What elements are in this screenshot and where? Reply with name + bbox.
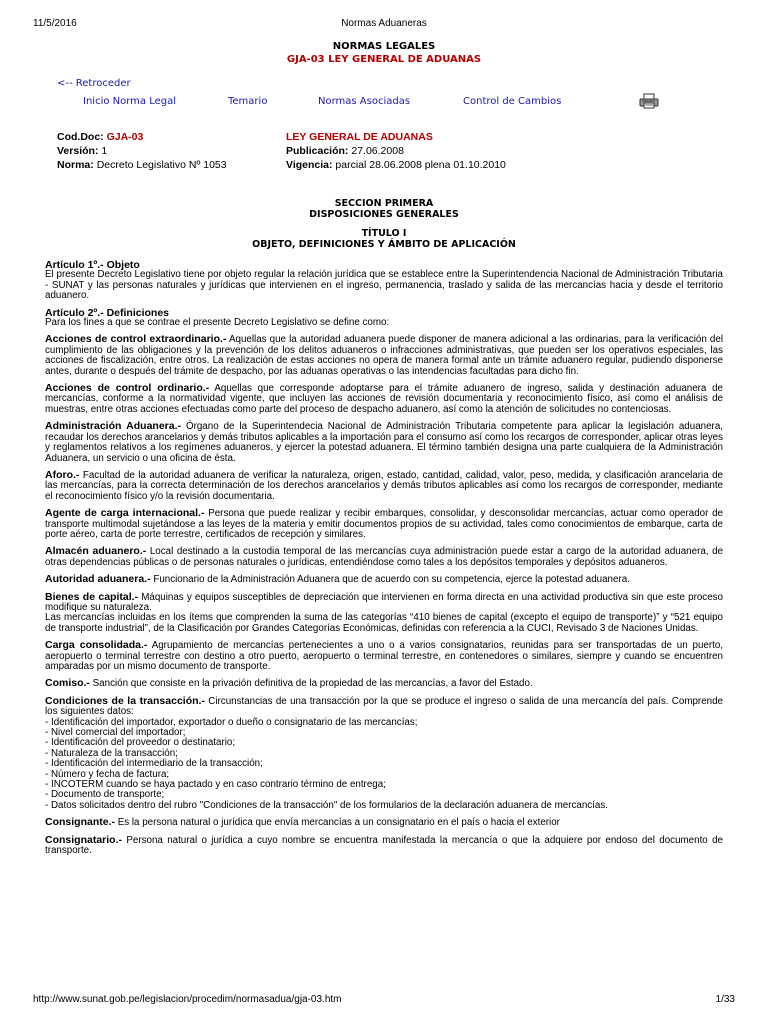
definition-term: Acciones de control extraordinario.- [45,333,227,346]
definition-text: Persona que puede realizar y recibir embarques, consolidar, y desconsolidar mercancías, actuar como operador de transporte multimodal sujetándose a las leyes de la materia y emitir documentos propios de su actividad, tales como conocimientos de embarque, carta de porte aéreo, carta de porte terrestre, certificados de recepción y similares. [45,508,723,540]
coddoc-label: Cod.Doc: [57,131,104,143]
definition-item [45,574,723,585]
publicacion-value: 27.06.2008 [351,145,404,157]
definition-item [45,334,723,377]
definition-text: Local destinado a la custodia temporal de las mercancías cuya administración puede estar a cargo de la autoridad aduanera, de otras dependencias públicas o de personas naturales o jurídicas, entendiéndose como tales a los depósitos temporales y depósitos aduaneros. [45,546,723,568]
article-heading: Artículo 2º.- Definiciones [45,306,170,319]
section-heading [45,198,723,220]
definition-text: Órgano de la Superintendecia Nacional de Administración Tributaria competente para aplicar la legislación aduanera, recaudar los derechos arancelarios y demás tributos aplicables a la importación para el consumo así como los recargos de corresponder, aplicar otras leyes y reglamentos relativos a los regímenes aduaneros, y ejercer la potestad aduanera. El término también designa una parte cualquiera de la Administración Aduanera, un servicio o una oficina de ésta. [45,421,723,464]
document-meta [57,130,717,172]
definition-item [45,421,723,464]
definition-item [45,383,723,415]
definition-item [45,546,723,568]
nav-link-control-cambios[interactable]: Control de Cambios [463,96,562,107]
definition-item [45,678,723,689]
definition-text: Circunstancias de una transacción por la que se produce el ingreso o salida de una mercancía del país. Comprende los siguientes datos: - Identificación del importador, exportador o dueño o consignatario de las mercancías; - Nivel comercial del importador; - Identificación del proveedor o destinatario; - Naturaleza de la transacción; - Identificación del intermediario de la transacción; - Número y fecha de factura; - INCOTERM cuando se haya pactado y en caso contrario término de entrega; - Documento de transporte; - Datos solicitados dentro del rubro "Condiciones de la transacción" de los formularios de la declaración aduanera de mercancías. [45,695,723,811]
definition-text: Sanción que consiste en la privación definitiva de la propiedad de las mercancías, a favor del Estado. [89,678,533,690]
definition-text: Aquellas que la autoridad aduanera puede disponer de manera adicional a las ordinarias, para la verificación del cumplimiento de las obligaciones y la prevención de los delitos aduaneros o infracciones administrativas, que pueden ser los operativos especiales, las acciones de fiscalización, entre otros. La realización de estas acciones no opera de manera formal ante un trámite aduanero regular, pudiendo disponerse antes, durante o después del trámite de despacho, por las aduanas operativas o las intendencias facultadas para dicho fin. [45,334,723,377]
article-2 [45,308,723,329]
definition-term: Consignatario.- [45,833,123,846]
definition-term: Autoridad aduanera.- [45,573,151,586]
article-text: Para los fines a que se contrae el presente Decreto Legislativo se define como: [45,317,390,329]
coddoc-value: GJA-03 [106,131,144,143]
definition-text: Facultad de la autoridad aduanera de verificar la naturaleza, origen, estado, cantidad, calidad, valor, peso, medida, y clasificación arancelaria de las mercancías, para la correcta determinación de los derechos arancelarios y demás tributos aplicables así como los recargos de corresponder, mediante el reconocimiento físico y/o la revisión documentaria. [45,469,723,502]
nav-link-temario[interactable]: Temario [228,96,268,107]
definition-item [45,817,723,828]
section-title: SECCION PRIMERA [334,198,434,209]
definition-text: Aquellas que corresponde adoptarse para el trámite aduanero de ingreso, salida y destinación aduanera de mercancías, conforme a la normatividad vigente, que incluyen las acciones de revisión documentaria y reconocimiento físico, así como el análisis de muestras, entre otras acciones efectuadas como parte del proceso de despacho aduanero, así como la atención de solicitudes no contenciosas. [45,383,723,415]
definition-term: Bienes de capital.- [45,590,139,603]
print-header [33,18,735,32]
definition-term: Carga consolidada.- [45,639,148,652]
heading-ley-general: GJA-03 LEY GENERAL DE ADUANAS [286,54,482,65]
definition-text: Es la persona natural o jurídica que envía mercancías a un consignatario en el país o hacia el exterior [115,817,560,829]
print-footer [33,994,735,1008]
nav-link-inicio[interactable]: Inicio Norma Legal [83,96,177,107]
definition-term: Aforo.- [45,468,80,481]
definition-term: Agente de carga internacional.- [45,507,205,520]
doc-title: LEY GENERAL DE ADUANAS [286,131,433,143]
version-label: Versión: [57,145,99,157]
norma-value: Decreto Legislativo Nº 1053 [96,159,227,171]
titulo-title: OBJETO, DEFINICIONES Y ÁMBITO DE APLICACIÓN [252,239,516,250]
document-content [45,40,723,857]
printer-icon[interactable] [639,93,659,109]
definition-item [45,470,723,502]
article-1 [45,260,723,302]
definition-term: Condiciones de la transacción.- [45,694,205,707]
publicacion-label: Publicación: [286,145,349,157]
vigencia-value: parcial 28.06.2008 plena 01.10.2010 [335,159,506,171]
heading-normas-legales: NORMAS LEGALES [332,41,436,52]
titulo-heading [45,228,723,250]
definition-text: Persona natural o jurídica a cuyo nombre se encuentra manifestada la mercancía o que la adquiere por endoso del documento de transporte. [45,834,723,857]
print-title: Normas Aduaneras [341,18,427,29]
print-page-number: 1/33 [715,994,735,1005]
print-date: 11/5/2016 [33,18,77,29]
definition-term: Consignante.- [45,816,115,829]
definition-term: Almacén aduanero.- [45,545,147,558]
page-title [45,40,723,66]
definition-item [45,640,723,672]
norma-label: Norma: [57,159,94,171]
definition-text: Máquinas y equipos susceptibles de depreciación que intervienen en forma directa en una actividad productiva sin que este proceso modifique su naturaleza. Las mercancías incluidas en los ítems que comprenden la suma de las categorías “410 bienes de capital (excepto el equipo de transporte)” y “521 equipo de transporte industrial”, de la Clasificación por Grandes Categorías Económicas, definidas con referencia a la CUCI, Revisado 3 de Naciones Unidas. [45,591,723,634]
article-text: El presente Decreto Legislativo tiene por objeto regular la relación jurídica que se establece entre la Superintendencia Nacional de Administración Tributaria - SUNAT y las personas naturales y jurídicas que intervienen en el ingreso, permanencia, traslado y salida de las mercancías hacia y desde el territorio aduanero. [45,269,723,302]
version-value: 1 [101,145,108,157]
definition-item [45,508,723,540]
titulo-number: TÍTULO I [361,228,407,239]
definition-term: Comiso.- [45,677,90,690]
print-url: http://www.sunat.gob.pe/legislacion/procedim/normasadua/gja-03.htm [33,994,342,1005]
definition-item [45,696,723,811]
definition-text: Agrupamiento de mercancías pertenecientes a uno o a varios consignatarios, reunidas para ser transportadas de un puerto, aeropuerto o terminal terrestre con destino a otro puerto, aeropuerto o terminal terrestre, en contenedores o similares, siempre y cuando se encuentren amparadas por un mismo documento de transporte. [45,640,723,672]
nav-link-normas-asociadas[interactable]: Normas Asociadas [318,96,411,107]
definition-text: Funcionario de la Administración Aduanera que de acuerdo con su competencia, ejerce la potestad aduanera. [150,574,630,586]
section-subtitle: DISPOSICIONES GENERALES [309,209,459,220]
back-link[interactable]: <-- Retroceder [57,78,131,89]
document-body [45,260,723,863]
definition-item [45,835,723,857]
definition-term: Administración Aduanera.- [45,420,182,433]
definition-term: Acciones de control ordinario.- [45,382,210,395]
definition-item [45,592,723,635]
vigencia-label: Vigencia: [286,159,333,171]
article-heading: Artículo 1º.- Objeto [45,259,140,271]
definitions-list [45,334,723,856]
